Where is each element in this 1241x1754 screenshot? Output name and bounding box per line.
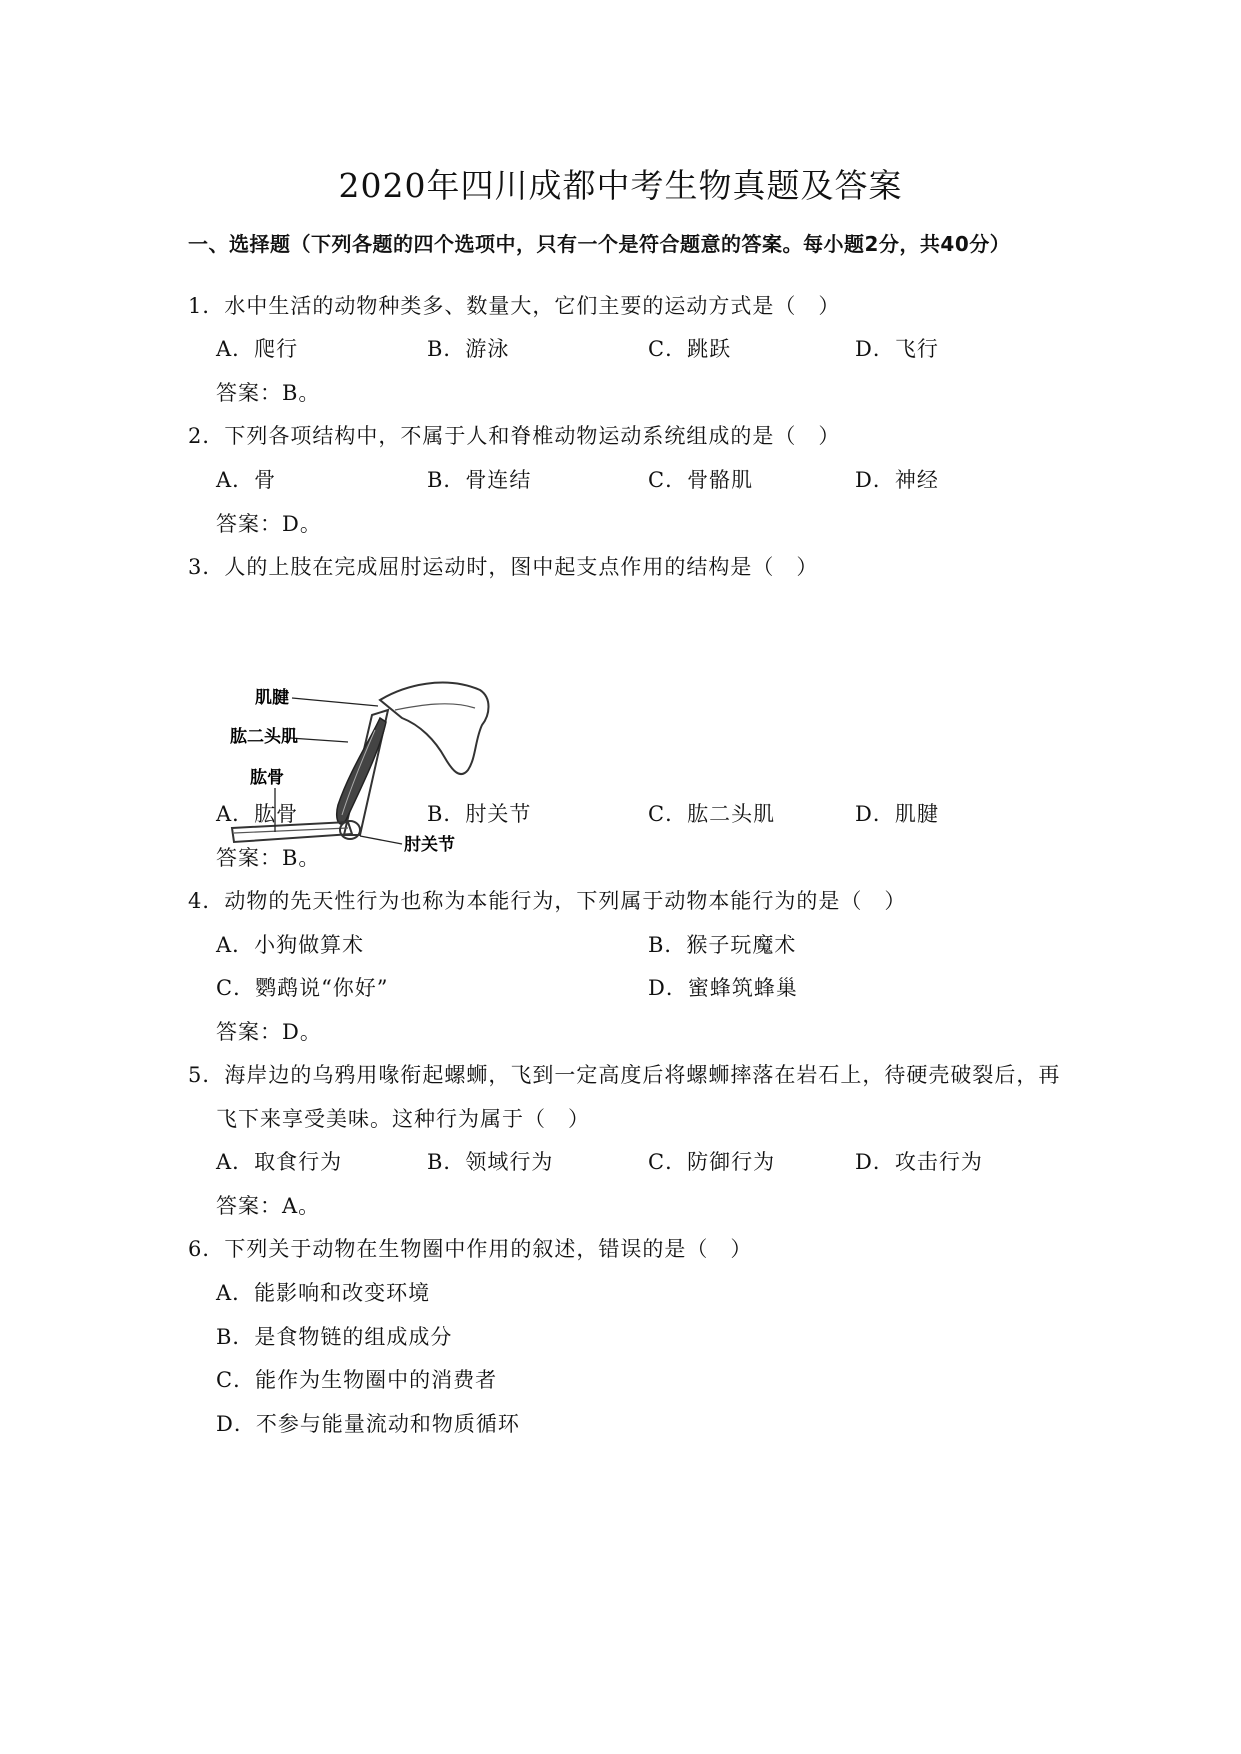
question-3: 3．人的上肢在完成屈肘运动时，图中起支点作用的结构是（ ） [188, 555, 819, 579]
q3-answer: 答案：B。 [216, 846, 321, 870]
q6-option-b: B．是食物链的组成成分 [216, 1325, 453, 1349]
q5-option-c: C．防御行为 [648, 1150, 776, 1174]
label-elbow: 肘关节 [404, 835, 455, 855]
q3-option-a: A．肱骨 [216, 802, 299, 826]
q5-option-a: A．取食行为 [216, 1150, 343, 1174]
q1-answer: 答案：B。 [216, 381, 321, 405]
q3-option-c: C．肱二头肌 [648, 802, 776, 826]
q6-option-d: D．不参与能量流动和物质循环 [216, 1412, 520, 1436]
q2-option-b: B．骨连结 [427, 468, 532, 492]
question-5-continued: 飞下来享受美味。这种行为属于（ ） [216, 1107, 590, 1131]
q2-option-a: A．骨 [216, 468, 277, 492]
q4-option-c: C．鹦鹉说“你好” [216, 976, 389, 1000]
q4-option-a: A．小狗做算术 [216, 933, 365, 957]
q2-option-d: D．神经 [855, 468, 939, 492]
q5-option-b: B．领域行为 [427, 1150, 554, 1174]
q1-option-b: B．游泳 [427, 337, 510, 361]
q4-answer: 答案：D。 [216, 1020, 322, 1044]
q6-option-c: C．能作为生物圈中的消费者 [216, 1368, 498, 1392]
q5-option-d: D．攻击行为 [855, 1150, 983, 1174]
q1-option-a: A．爬行 [216, 337, 299, 361]
q2-option-c: C．骨骼肌 [648, 468, 754, 492]
label-biceps: 肱二头肌 [230, 727, 298, 747]
q1-option-d: D．飞行 [855, 337, 939, 361]
arm-diagram [230, 670, 530, 865]
q1-option-c: C．跳跃 [648, 337, 732, 361]
question-2: 2．下列各项结构中，不属于人和脊椎动物运动系统组成的是（ ） [188, 424, 841, 448]
page-title: 2020年四川成都中考生物真题及答案 [338, 166, 903, 205]
q2-answer: 答案：D。 [216, 512, 322, 536]
label-humerus: 肱骨 [250, 768, 284, 788]
q3-option-d: D．肌腱 [855, 802, 939, 826]
question-5: 5．海岸边的乌鸦用喙衔起螺蛳，飞到一定高度后将螺蛳摔落在岩石上，待硬壳破裂后，再 [188, 1063, 1061, 1087]
question-6: 6．下列关于动物在生物圈中作用的叙述，错误的是（ ） [188, 1237, 753, 1261]
q3-option-b: B．肘关节 [427, 802, 532, 826]
q6-option-a: A．能影响和改变环境 [216, 1281, 431, 1305]
q4-option-d: D．蜜蜂筑蜂巢 [648, 976, 798, 1000]
question-4: 4．动物的先天性行为也称为本能行为，下列属于动物本能行为的是（ ） [188, 889, 907, 913]
q4-option-b: B．猴子玩魔术 [648, 933, 797, 957]
question-1: 1．水中生活的动物种类多、数量大，它们主要的运动方式是（ ） [188, 294, 841, 318]
label-tendon: 肌腱 [255, 688, 289, 708]
section-heading: 一、选择题（下列各题的四个选项中，只有一个是符合题意的答案。每小题2分，共40分） [188, 232, 1011, 256]
q5-answer: 答案：A。 [216, 1194, 321, 1218]
